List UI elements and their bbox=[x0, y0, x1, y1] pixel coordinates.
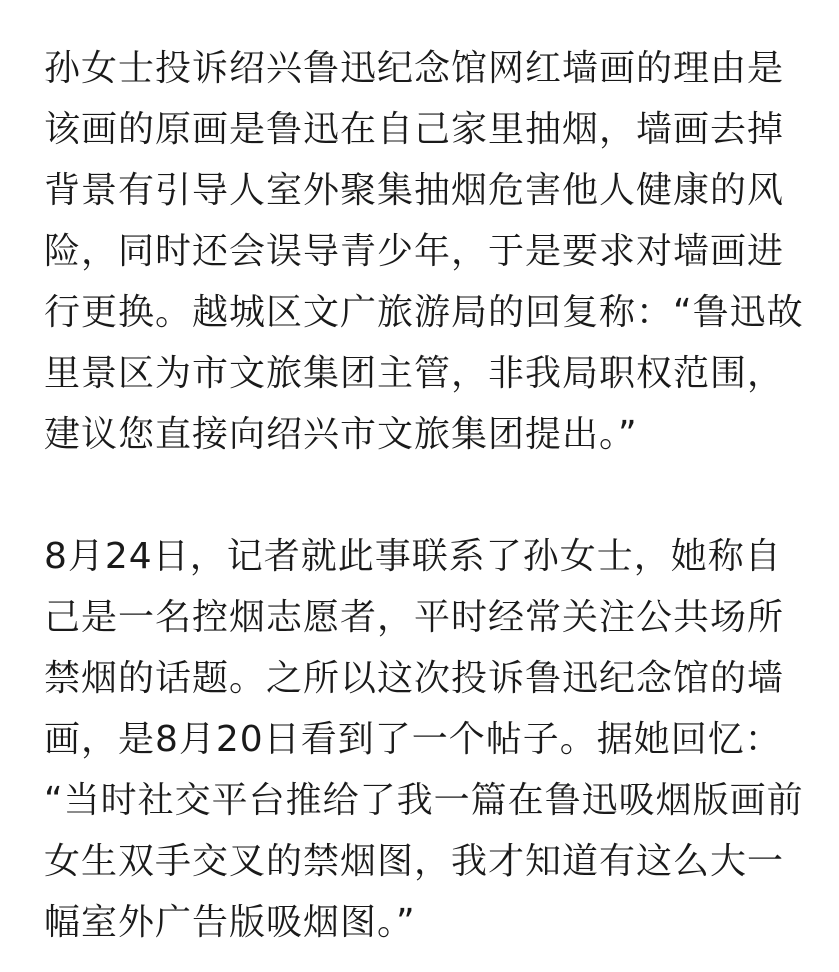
text-line: 里景区为市文旅集团主管，非我局职权范围， bbox=[44, 353, 785, 394]
text-line: 女生双手交叉的禁烟图，我才知道有这么大一 bbox=[44, 841, 785, 882]
paragraph-spacer bbox=[44, 465, 824, 526]
article-body bbox=[44, 38, 824, 953]
text-line: 禁烟的话题。之所以这次投诉鲁迅纪念馆的墙 bbox=[44, 658, 785, 699]
text-line: 8月24日，记者就此事联系了孙女士，她称自 bbox=[44, 536, 782, 577]
text-line: 孙女士投诉绍兴鲁迅纪念馆网红墙画的理由是 bbox=[44, 48, 785, 89]
text-line: 背景有引导人室外聚集抽烟危害他人健康的风 bbox=[44, 170, 785, 211]
text-line: 行更换。越城区文广旅游局的回复称：“鲁迅故 bbox=[44, 292, 804, 333]
paragraph-interview bbox=[44, 526, 824, 953]
text-line: 己是一名控烟志愿者，平时经常关注公共场所 bbox=[44, 597, 785, 638]
text-line: “当时社交平台推给了我一篇在鲁迅吸烟版画前 bbox=[44, 780, 804, 821]
text-line: 幅室外广告版吸烟图。” bbox=[44, 902, 416, 943]
text-line: 建议您直接向绍兴市文旅集团提出。” bbox=[44, 414, 638, 455]
paragraph-complaint bbox=[44, 38, 824, 465]
text-line: 画，是8月20日看到了一个帖子。据她回忆： bbox=[44, 719, 782, 760]
text-line: 该画的原画是鲁迅在自己家里抽烟，墙画去掉 bbox=[44, 109, 785, 150]
text-line: 险，同时还会误导青少年，于是要求对墙画进 bbox=[44, 231, 785, 272]
